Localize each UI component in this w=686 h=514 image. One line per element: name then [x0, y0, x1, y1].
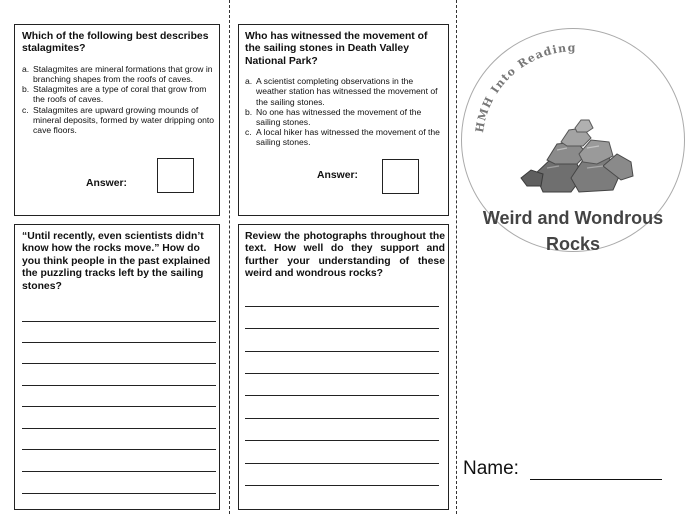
question-panel-2 [238, 24, 449, 216]
booklet-title-line-1: Weird and Wondrous [482, 208, 664, 228]
writing-line[interactable] [22, 493, 216, 494]
name-label: Name: [463, 458, 519, 479]
writing-line[interactable] [245, 373, 439, 374]
answer-box[interactable] [382, 159, 419, 194]
answer-label: Answer: [317, 170, 358, 181]
question-1-options [22, 64, 216, 135]
fold-line-right [456, 0, 457, 514]
writing-line[interactable] [22, 385, 216, 386]
writing-line[interactable] [22, 321, 216, 322]
question-2-options [245, 76, 445, 147]
writing-line[interactable] [245, 485, 439, 486]
writing-line[interactable] [245, 351, 439, 352]
writing-line[interactable] [22, 406, 216, 407]
question-1-text: Which of the following best describes stalagmites? [22, 31, 209, 55]
booklet-title-line-2: Rocks [545, 234, 601, 254]
option-c[interactable]: c. Stalagmites are upward growing mounds of mineral deposits, formed by water dripping onto cave floors. [22, 104, 215, 136]
fold-line-left [229, 0, 230, 514]
answer-box[interactable] [157, 158, 194, 193]
question-4-text: Review the photographs throughout the text. How well do they support and further your understanding of these weird and wondrous rocks? [245, 231, 445, 280]
name-input-line[interactable] [530, 479, 662, 480]
question-2-text: Who has witnessed the movement of the sailing stones in Death Valley National Park? [245, 31, 428, 67]
writing-line[interactable] [245, 463, 439, 464]
writing-line[interactable] [245, 440, 439, 441]
question-3-text: “Until recently, even scientists didn’t know how the rocks move.” How do you think people in the past explained the puzzling tracks left by the sailing stones? [22, 231, 211, 292]
writing-line[interactable] [245, 306, 439, 307]
question-panel-3 [14, 224, 220, 510]
writing-line[interactable] [22, 428, 216, 429]
writing-line[interactable] [245, 395, 439, 396]
option-b[interactable]: b. Stalagmites are a type of coral that grow from the roofs of caves. [22, 84, 207, 105]
writing-line[interactable] [245, 418, 439, 419]
brand-logo-text: HMH Into Reading [472, 41, 577, 134]
writing-line[interactable] [22, 342, 216, 343]
writing-line[interactable] [22, 471, 216, 472]
option-a[interactable]: a. Stalagmites are mineral formations that grow in branching shapes from the roofs of caves. [22, 63, 213, 85]
option-a[interactable]: a. A scientist completing observations in the weather station has witnessed the movement of the sailing stones. [245, 76, 438, 107]
question-panel-4 [238, 224, 449, 510]
writing-line[interactable] [22, 363, 216, 364]
rock-pile-icon [517, 114, 637, 198]
option-b[interactable]: b. No one has witnessed the movement of the sailing stones. [245, 106, 422, 128]
writing-line[interactable] [245, 328, 439, 329]
answer-label: Answer: [86, 178, 127, 189]
option-c[interactable]: c. A local hiker has witnessed the movement of the sailing stones. [245, 127, 440, 148]
question-panel-1 [14, 24, 220, 216]
writing-line[interactable] [22, 449, 216, 450]
